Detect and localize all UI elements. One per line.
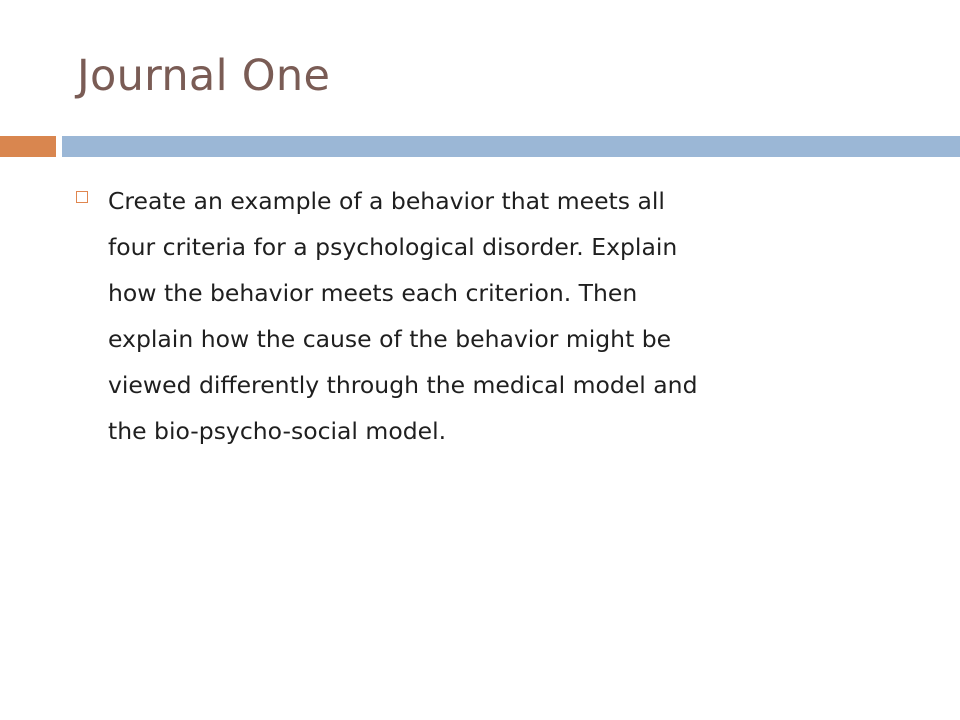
hollow-square-bullet-icon <box>76 191 88 203</box>
slide-title: Journal One <box>77 51 331 101</box>
accent-bar-orange <box>0 136 56 157</box>
accent-bar-blue <box>62 136 960 157</box>
bullet-text: Create an example of a behavior that meets all four criteria for a psychological disorder. Explain how the behavior meets each criterion. Then explain how the cause of the behavior might be viewed differently through the medical model and the bio-psycho-social model. <box>108 187 698 445</box>
